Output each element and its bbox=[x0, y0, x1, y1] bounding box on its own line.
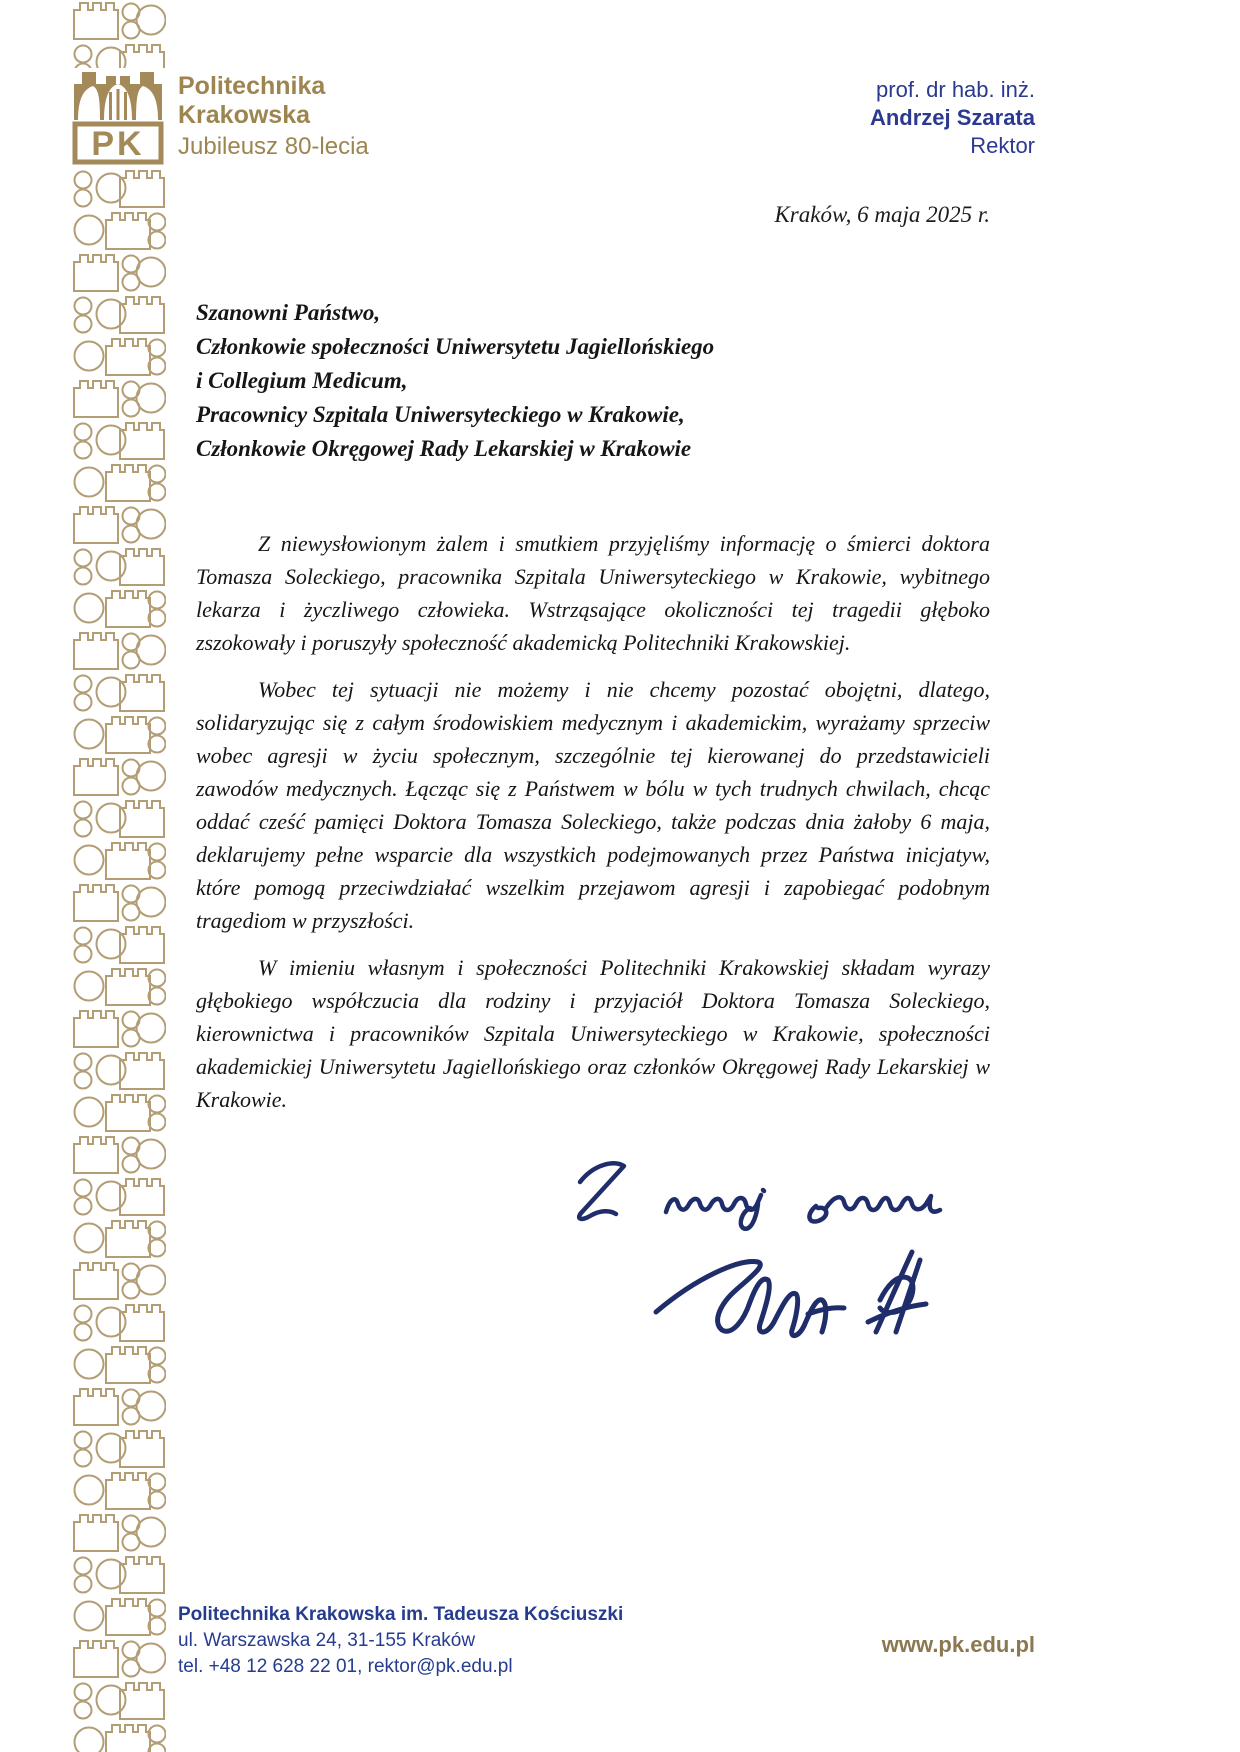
pk-castle-logo-icon bbox=[72, 68, 164, 166]
salutation-line: i Collegium Medicum, bbox=[196, 368, 408, 393]
salutation-line: Członkowie społeczności Uniwersytetu Jagiellońskiego bbox=[196, 334, 715, 359]
sender-block bbox=[870, 76, 1035, 160]
rector-signature bbox=[630, 1232, 960, 1357]
sender-role: Rektor bbox=[970, 133, 1035, 158]
sender-name: Andrzej Szarata bbox=[869, 105, 1035, 130]
brand-jubilee: Jubileusz 80-lecia bbox=[178, 133, 369, 160]
pk-logo-letters: PK bbox=[91, 125, 145, 163]
paragraph-1: Z niewysłowionym żalem i smutkiem przyjęliśmy informację o śmierci doktora Tomasza Soleckiego, pracownika Szpitala Uniwersyteckiego w Krakowie, wybitnego lekarza i życzliwego człowieka. Wstrząsające okoliczności tej tragedii głęboko zszokowały i poruszyły społeczność akademicką Politechniki Krakowskiej. bbox=[196, 531, 990, 655]
brand-org-line1: Politechnika bbox=[178, 72, 326, 100]
footer-address: ul. Warszawska 24, 31-155 Kraków bbox=[178, 1630, 476, 1651]
pk-logo bbox=[72, 68, 166, 170]
dateline: Kraków, 6 maja 2025 r. bbox=[774, 202, 990, 227]
footer-org: Politechnika Krakowska im. Tadeusza Kościuszki bbox=[178, 1604, 624, 1625]
brand-text bbox=[178, 72, 369, 161]
footer-contact-block bbox=[178, 1602, 623, 1680]
brand-org-line2: Krakowska bbox=[178, 101, 311, 129]
salutation-line: Szanowni Państwo, bbox=[196, 300, 381, 325]
paragraph-3: W imieniu własnym i społeczności Politechniki Krakowskiej składam wyrazy głębokiego współczucia dla rodziny i przyjaciół Doktora Tomasza Soleckiego, kierownictwa i pracowników Szpitala Uniwersyteckiego w Krakowie, społeczności akademickiej Uniwersytetu Jagiellońskiego oraz członków Okręgowej Rady Lekarskiej w Krakowie. bbox=[196, 955, 990, 1112]
salutation bbox=[196, 296, 714, 466]
salutation-line: Członkowie Okręgowej Rady Lekarskiej w Krakowie bbox=[196, 436, 692, 461]
salutation-line: Pracownicy Szpitala Uniwersyteckiego w Krakowie, bbox=[196, 402, 685, 427]
sender-title: prof. dr hab. inż. bbox=[876, 77, 1035, 102]
footer-website: www.pk.edu.pl bbox=[881, 1632, 1035, 1657]
jubilee-80-pattern-strip bbox=[72, 0, 166, 1752]
footer-contact: tel. +48 12 628 22 01, rektor@pk.edu.pl bbox=[178, 1656, 513, 1677]
letter-body bbox=[196, 527, 990, 1130]
paragraph-2: Wobec tej sytuacji nie możemy i nie chcemy pozostać obojętni, dlatego, solidaryzując się z całym środowiskiem medycznym i akademickim, wyrażamy sprzeciw wobec agresji w życiu społecznym, szczególnie tej kierowanej do przedstawicieli zawodów medycznych. Łącząc się z Państwem w bólu w tych trudnych chwilach, chcąc oddać cześć pamięci Doktora Tomasza Soleckiego, także podczas dnia żałoby 6 maja, deklarujemy pełne wsparcie dla wszystkich podejmowanych przez Państwa inicjatyw, które pomogą przeciwdziałać wszelkim przejawom agresji i zapobiegać podobnym tragediom w przyszłości. bbox=[196, 677, 990, 933]
